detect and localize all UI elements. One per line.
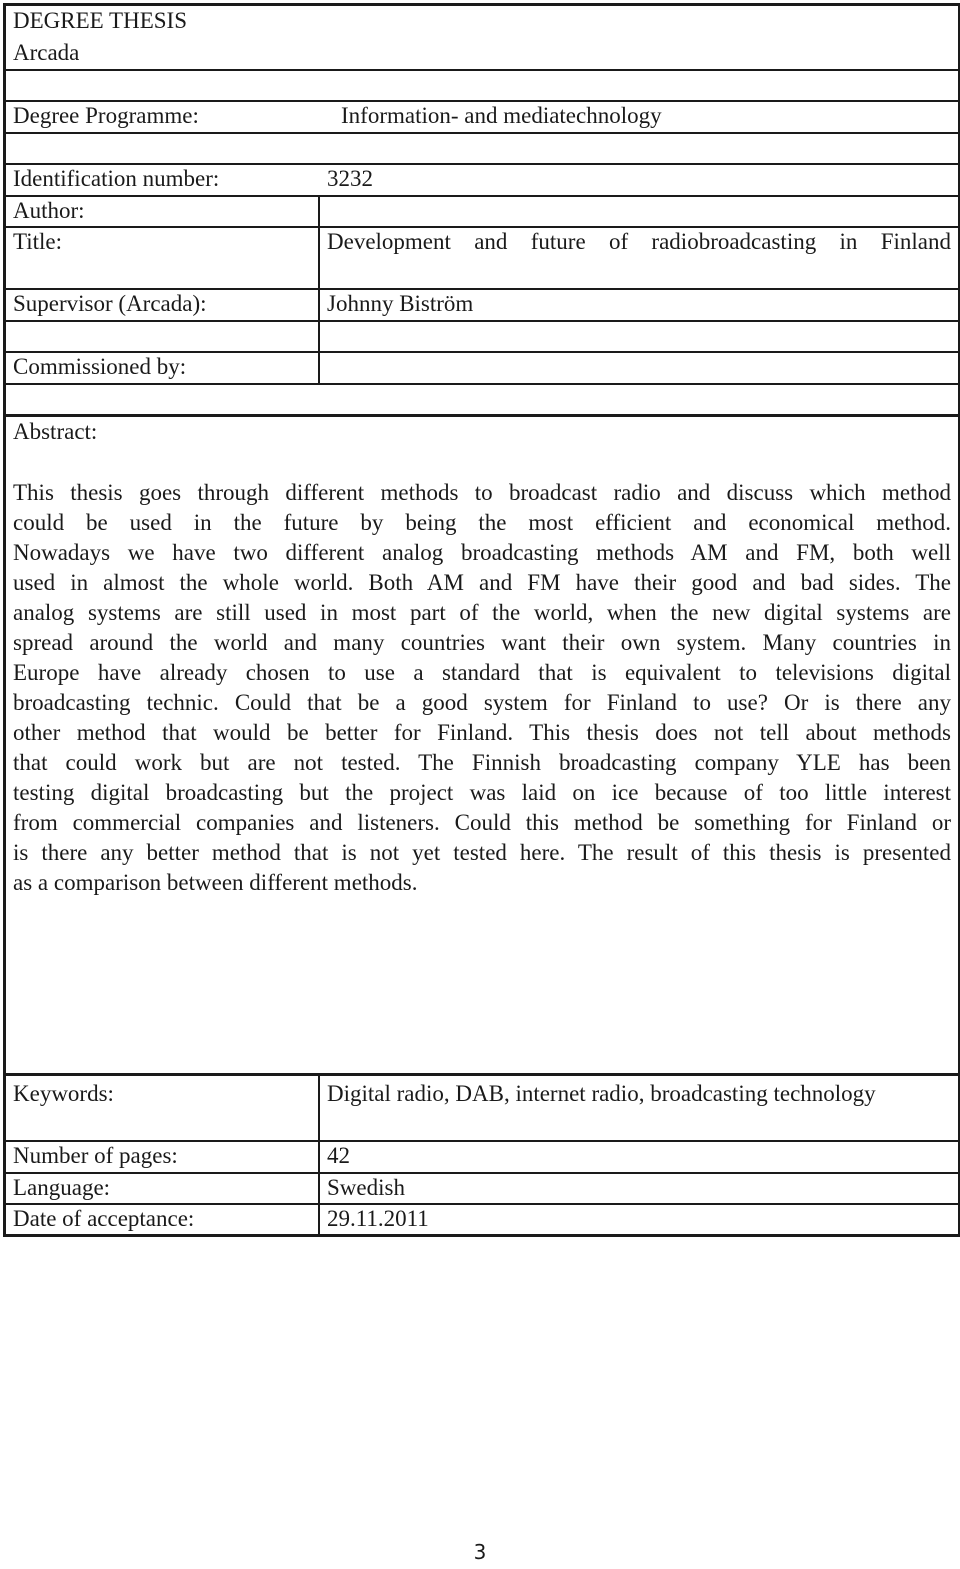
keywords-value: Digital radio, DAB, internet radio, broadcasting technology [327, 1081, 876, 1106]
divider-keywords-acceptance [318, 1073, 320, 1234]
identification-value: 3232 [327, 166, 373, 191]
language-value: Swedish [327, 1175, 405, 1200]
rule-after-commissioned [6, 383, 958, 385]
keywords-label: Keywords: [13, 1081, 114, 1106]
abstract-line: Nowadays we have two different analog broadcasting methods AM and FM, both well [13, 540, 951, 565]
rule-before-abstract [6, 414, 958, 417]
supervisor-label: Supervisor (Arcada): [13, 291, 207, 316]
thesis-info-form [3, 3, 960, 1237]
abstract-line: from commercial companies and listeners. Could this method be something for Finland or [13, 810, 951, 835]
supervisor-value: Johnny Biström [327, 291, 474, 316]
pages-value: 42 [327, 1143, 350, 1168]
rule-after-supervisor [6, 320, 958, 322]
abstract-line: used in almost the whole world. Both AM and FM have their good and bad sides. The [13, 570, 951, 595]
abstract-label: Abstract: [13, 419, 98, 444]
abstract-line: is there any better method that is not yet tested here. The result of this thesis is presented [13, 840, 951, 865]
abstract-line: analog systems are still used in most part of the world, when the new digital systems are [13, 600, 951, 625]
rule-after-identification [6, 195, 958, 197]
acceptance-value: 29.11.2011 [327, 1206, 429, 1231]
rule-after-programme [6, 132, 958, 134]
identification-label: Identification number: [13, 166, 220, 191]
institution-name: Arcada [13, 40, 80, 65]
commissioned-label: Commissioned by: [13, 354, 187, 379]
rule-after-institution [6, 69, 958, 71]
page-number: 3 [473, 1540, 487, 1564]
divider-author-commissioned [318, 195, 320, 383]
author-label: Author: [13, 198, 85, 223]
abstract-line: This thesis goes through different methods to broadcast radio and discuss which method [13, 480, 951, 505]
document-type: DEGREE THESIS [13, 8, 187, 33]
language-label: Language: [13, 1175, 111, 1200]
pages-label: Number of pages: [13, 1143, 178, 1168]
rule-after-abstract [6, 1073, 958, 1076]
rule-after-pages [6, 1172, 958, 1174]
title-label: Title: [13, 229, 63, 254]
abstract-line: that could work but are not tested. The Finnish broadcasting company YLE has been [13, 750, 951, 775]
degree-programme-label: Degree Programme: [13, 103, 199, 128]
abstract-line: spread around the world and many countries want their own system. Many countries in [13, 630, 951, 655]
abstract-line: Europe have already chosen to use a standard that is equivalent to televisions digital [13, 660, 951, 685]
abstract-line: testing digital broadcasting but the project was laid on ice because of too little interest [13, 780, 951, 805]
abstract-line: could be used in the future by being the most efficient and economical method. [13, 510, 951, 535]
degree-programme-value: Information- and mediatechnology [341, 103, 662, 128]
title-value: Development and future of radiobroadcasting in Finland [327, 229, 951, 254]
abstract-body [13, 478, 951, 898]
abstract-line: other method that would be better for Finland. This thesis does not tell about methods [13, 720, 951, 745]
acceptance-label: Date of acceptance: [13, 1206, 195, 1231]
abstract-line: broadcasting technic. Could that be a good system for Finland to use? Or is there any [13, 690, 951, 715]
abstract-line: as a comparison between different methods. [13, 870, 418, 895]
